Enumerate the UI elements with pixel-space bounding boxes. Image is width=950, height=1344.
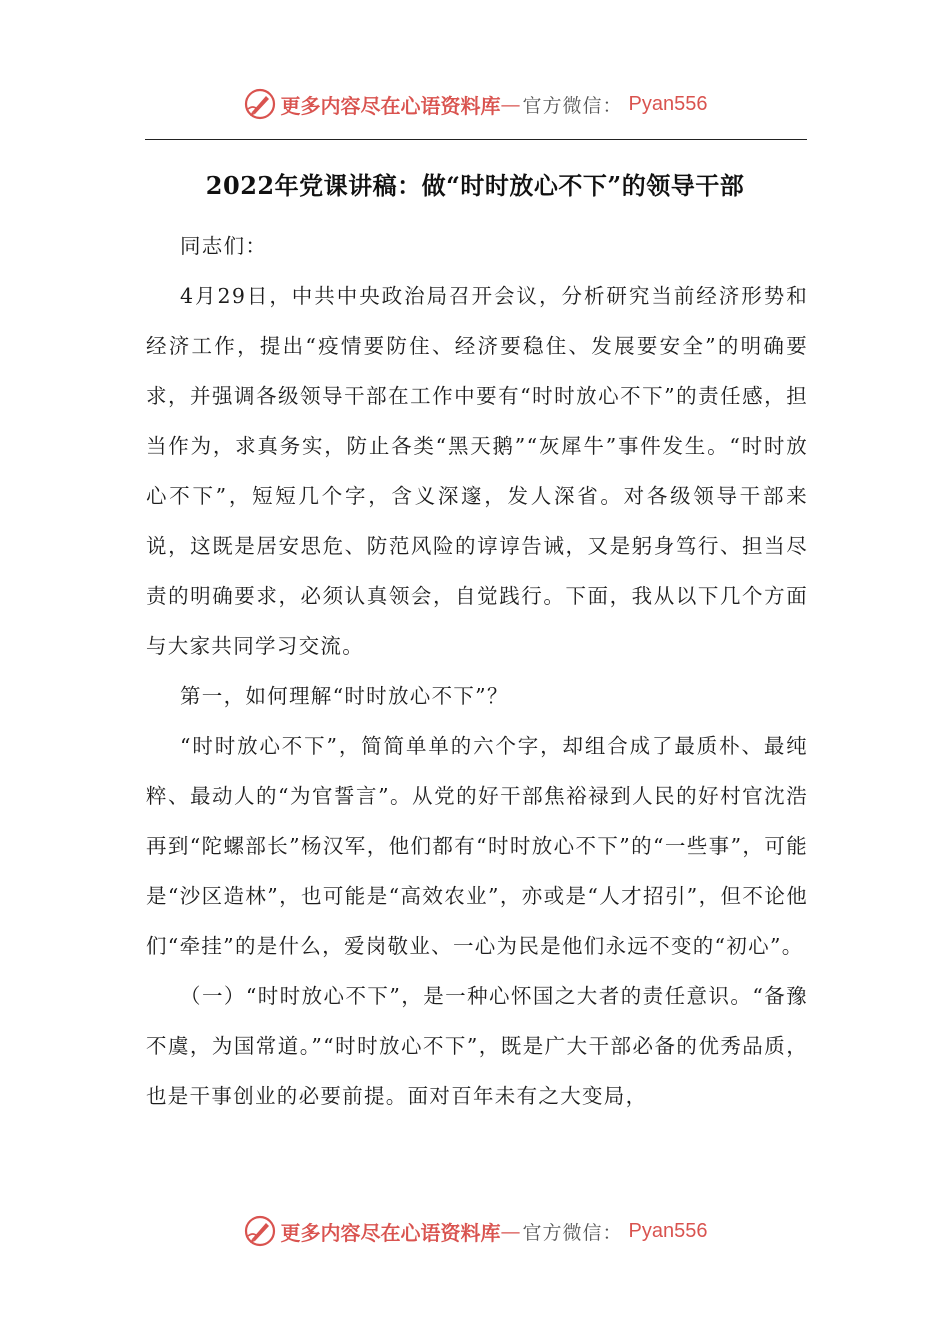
header-divider (145, 139, 807, 140)
pen-logo-icon (243, 87, 277, 121)
pen-logo-icon (243, 1214, 277, 1248)
section-heading: 第一，如何理解“时时放心不下”？ (180, 684, 509, 708)
header-banner (0, 84, 950, 124)
salutation: 同志们： (180, 234, 268, 258)
banner-wechat-id: Pyan556 (628, 1219, 708, 1242)
footer-banner (0, 1211, 950, 1251)
banner-dash: — (500, 92, 521, 116)
banner-text: 更多内容尽在心语资料库 (280, 93, 501, 118)
paragraph: （一）“时时放心不下”，是一种心怀国之大者的责任意识。“备豫不虞，为国常道。”“时时放心不下”，既是广大干部必备的优秀品质，也是干事创业的必要前提。面对百年未有之大变局， (146, 984, 808, 1108)
paragraph: “时时放心不下”，简简单单的六个字，却组合成了最质朴、最纯粹、最动人的“为官誓言”。从党的好干部焦裕禄到人民的好村官沈浩再到“陀螺部长”杨汉军，他们都有“时时放心不下”的“一些事”，可能是“沙区造林”，也可能是“高效农业”，亦或是“人才招引”，但不论他们“牵挂”的是什么，爱岗敬业、一心为民是他们永远不变的“初心”。 (146, 734, 808, 958)
banner-official-label: 官方微信： (522, 1221, 623, 1244)
document-body (146, 221, 808, 1121)
banner-wechat-id: Pyan556 (628, 92, 708, 115)
banner-dash: — (500, 1219, 521, 1243)
document-title: 2022年党课讲稿：做“时时放心不下”的领导干部 (205, 171, 745, 200)
paragraph: 4月29日，中共中央政治局召开会议，分析研究当前经济形势和经济工作，提出“疫情要防住、经济要稳住、发展要安全”的明确要求，并强调各级领导干部在工作中要有“时时放心不下”的责任感，担当作为，求真务实，防止各类“黑天鹅”“灰犀牛”事件发生。“时时放心不下”，短短几个字，含义深邃，发人深省。对各级领导干部来说，这既是居安思危、防范风险的谆谆告诫，又是躬身笃行、担当尽责的明确要求，必须认真领会，自觉践行。下面，我从以下几个方面与大家共同学习交流。 (146, 284, 808, 658)
banner-official-label: 官方微信： (522, 94, 623, 117)
banner-text: 更多内容尽在心语资料库 (280, 1220, 501, 1245)
